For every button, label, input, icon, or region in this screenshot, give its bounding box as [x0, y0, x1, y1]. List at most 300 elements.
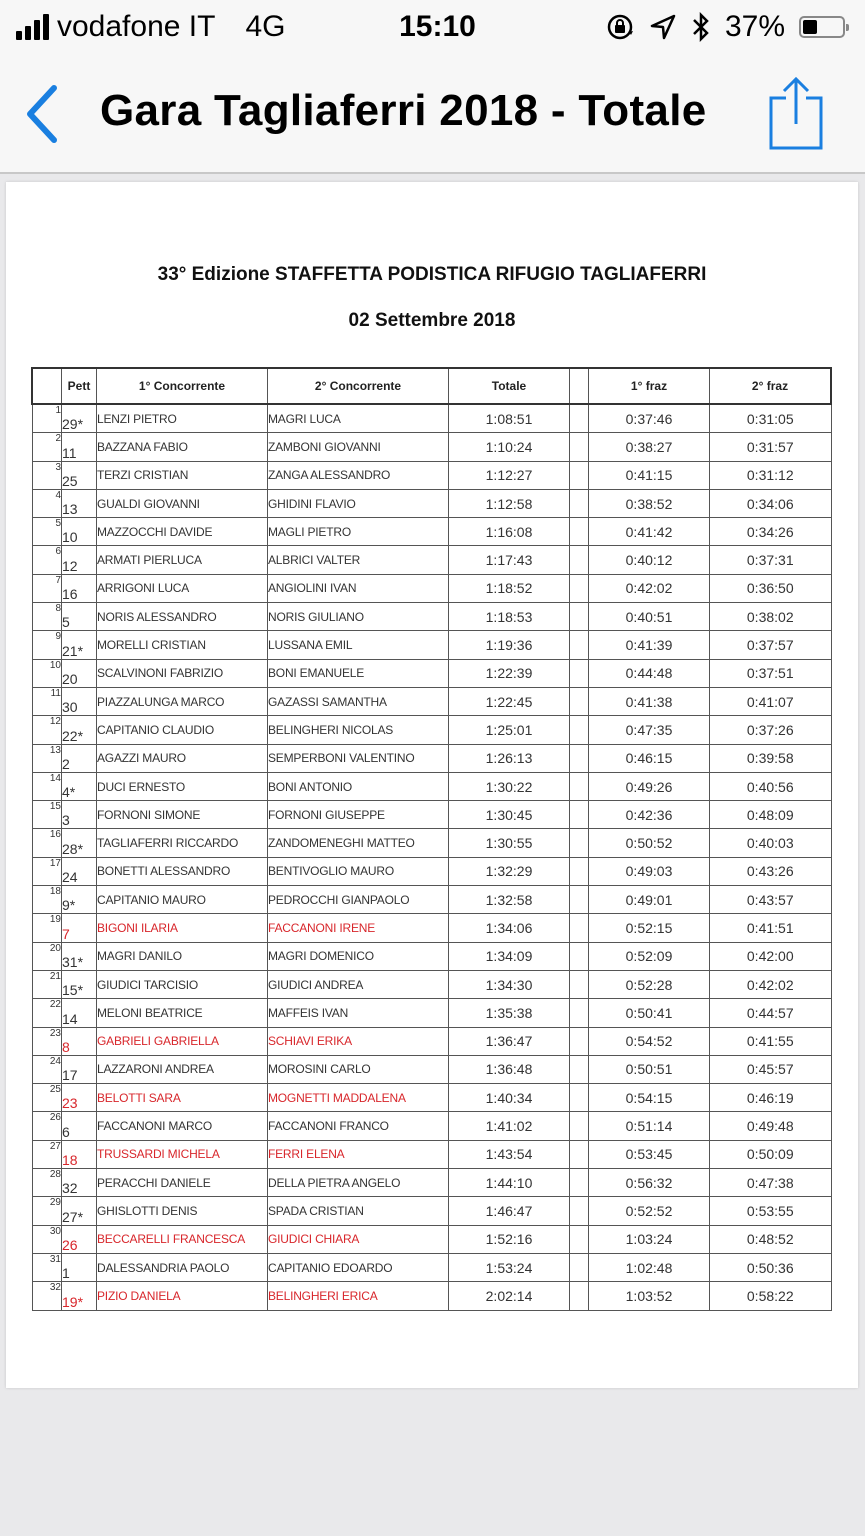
- competitor-1-cell: MAGRI DANILO: [97, 942, 268, 970]
- split-2-cell: 0:43:57: [710, 886, 832, 914]
- total-time-cell: 1:08:51: [449, 404, 570, 433]
- spacer-cell: [570, 1055, 589, 1083]
- bib-cell: 2: [62, 744, 97, 772]
- table-row: [32, 970, 831, 998]
- competitor-2-cell: BONI ANTONIO: [268, 772, 449, 800]
- competitor-1-cell: NORIS ALESSANDRO: [97, 603, 268, 631]
- table-row: [32, 546, 831, 574]
- battery-percent: 37%: [724, 10, 785, 43]
- spacer-cell: [570, 461, 589, 489]
- competitor-2-cell: SPADA CRISTIAN: [268, 1197, 449, 1225]
- split-2-cell: 0:50:36: [710, 1253, 832, 1281]
- total-time-cell: 1:44:10: [449, 1169, 570, 1197]
- total-time-cell: 1:30:22: [449, 772, 570, 800]
- total-time-cell: 1:46:47: [449, 1197, 570, 1225]
- carrier-label: vodafone IT: [57, 10, 216, 43]
- position-cell: 29: [32, 1197, 62, 1225]
- col-pett: Pett: [62, 368, 97, 404]
- spacer-cell: [570, 404, 589, 433]
- col-spacer: [570, 368, 589, 404]
- competitor-1-cell: TERZI CRISTIAN: [97, 461, 268, 489]
- table-row: [32, 687, 831, 715]
- spacer-cell: [570, 801, 589, 829]
- split-2-cell: 0:37:26: [710, 716, 832, 744]
- position-cell: 15: [32, 801, 62, 829]
- position-cell: 10: [32, 659, 62, 687]
- spacer-cell: [570, 631, 589, 659]
- competitor-1-cell: BIGONI ILARIA: [97, 914, 268, 942]
- split-1-cell: 0:38:52: [589, 489, 710, 517]
- table-row: [32, 1112, 831, 1140]
- bib-cell: 17: [62, 1055, 97, 1083]
- split-2-cell: 0:37:31: [710, 546, 832, 574]
- bib-cell: 4*: [62, 772, 97, 800]
- table-row: [32, 489, 831, 517]
- bib-cell: 1: [62, 1253, 97, 1281]
- split-1-cell: 0:49:26: [589, 772, 710, 800]
- total-time-cell: 1:10:24: [449, 433, 570, 461]
- split-2-cell: 0:41:07: [710, 687, 832, 715]
- competitor-2-cell: MOROSINI CARLO: [268, 1055, 449, 1083]
- bib-cell: 3: [62, 801, 97, 829]
- bib-cell: 18: [62, 1140, 97, 1168]
- total-time-cell: 1:41:02: [449, 1112, 570, 1140]
- total-time-cell: 1:35:38: [449, 999, 570, 1027]
- table-row: [32, 1140, 831, 1168]
- table-row: [32, 801, 831, 829]
- split-2-cell: 0:37:51: [710, 659, 832, 687]
- competitor-2-cell: CAPITANIO EDOARDO: [268, 1253, 449, 1281]
- total-time-cell: 1:22:45: [449, 687, 570, 715]
- table-row: [32, 603, 831, 631]
- competitor-2-cell: GIUDICI ANDREA: [268, 970, 449, 998]
- competitor-2-cell: GAZASSI SAMANTHA: [268, 687, 449, 715]
- split-1-cell: 0:49:03: [589, 857, 710, 885]
- competitor-2-cell: BONI EMANUELE: [268, 659, 449, 687]
- bib-cell: 23: [62, 1084, 97, 1112]
- total-time-cell: 1:18:53: [449, 603, 570, 631]
- split-1-cell: 0:52:52: [589, 1197, 710, 1225]
- competitor-1-cell: MELONI BEATRICE: [97, 999, 268, 1027]
- competitor-1-cell: SCALVINONI FABRIZIO: [97, 659, 268, 687]
- signal-icon: [16, 14, 49, 40]
- total-time-cell: 1:12:27: [449, 461, 570, 489]
- competitor-1-cell: ARMATI PIERLUCA: [97, 546, 268, 574]
- competitor-2-cell: ZAMBONI GIOVANNI: [268, 433, 449, 461]
- table-row: [32, 1055, 831, 1083]
- table-row: [32, 1197, 831, 1225]
- navigation-bar: [0, 58, 865, 174]
- spacer-cell: [570, 1282, 589, 1310]
- split-2-cell: 0:36:50: [710, 574, 832, 602]
- position-cell: 28: [32, 1169, 62, 1197]
- split-2-cell: 0:49:48: [710, 1112, 832, 1140]
- split-1-cell: 0:44:48: [589, 659, 710, 687]
- spacer-cell: [570, 1140, 589, 1168]
- split-1-cell: 1:02:48: [589, 1253, 710, 1281]
- network-label: 4G: [245, 10, 286, 43]
- bib-cell: 8: [62, 1027, 97, 1055]
- spacer-cell: [570, 603, 589, 631]
- competitor-2-cell: LUSSANA EMIL: [268, 631, 449, 659]
- spacer-cell: [570, 999, 589, 1027]
- competitor-2-cell: NORIS GIULIANO: [268, 603, 449, 631]
- split-1-cell: 0:38:27: [589, 433, 710, 461]
- total-time-cell: 1:36:48: [449, 1055, 570, 1083]
- spacer-cell: [570, 518, 589, 546]
- bib-cell: 14: [62, 999, 97, 1027]
- bib-cell: 26: [62, 1225, 97, 1253]
- split-1-cell: 0:40:51: [589, 603, 710, 631]
- pdf-page: [6, 182, 858, 1388]
- table-row: [32, 659, 831, 687]
- position-cell: 12: [32, 716, 62, 744]
- competitor-1-cell: BECCARELLI FRANCESCA: [97, 1225, 268, 1253]
- table-row: [32, 518, 831, 546]
- split-1-cell: 0:50:41: [589, 999, 710, 1027]
- total-time-cell: 1:25:01: [449, 716, 570, 744]
- battery-icon: [799, 16, 845, 38]
- position-cell: 19: [32, 914, 62, 942]
- competitor-2-cell: FORNONI GIUSEPPE: [268, 801, 449, 829]
- position-cell: 17: [32, 857, 62, 885]
- split-2-cell: 0:47:38: [710, 1169, 832, 1197]
- split-2-cell: 0:34:06: [710, 489, 832, 517]
- competitor-1-cell: LENZI PIETRO: [97, 404, 268, 433]
- table-row: [32, 716, 831, 744]
- share-button[interactable]: [769, 76, 823, 150]
- spacer-cell: [570, 574, 589, 602]
- competitor-1-cell: DALESSANDRIA PAOLO: [97, 1253, 268, 1281]
- competitor-2-cell: ALBRICI VALTER: [268, 546, 449, 574]
- bluetooth-icon: [691, 12, 711, 42]
- competitor-2-cell: BENTIVOGLIO MAURO: [268, 857, 449, 885]
- split-2-cell: 0:42:02: [710, 970, 832, 998]
- split-1-cell: 1:03:52: [589, 1282, 710, 1310]
- col-split-1: 1° fraz: [589, 368, 710, 404]
- table-row: [32, 1225, 831, 1253]
- spacer-cell: [570, 772, 589, 800]
- position-cell: 27: [32, 1140, 62, 1168]
- position-cell: 21: [32, 970, 62, 998]
- competitor-2-cell: FACCANONI IRENE: [268, 914, 449, 942]
- split-1-cell: 0:41:39: [589, 631, 710, 659]
- competitor-2-cell: ZANGA ALESSANDRO: [268, 461, 449, 489]
- split-1-cell: 0:51:14: [589, 1112, 710, 1140]
- split-2-cell: 0:44:57: [710, 999, 832, 1027]
- document-date: 02 Settembre 2018: [348, 310, 516, 331]
- competitor-1-cell: LAZZARONI ANDREA: [97, 1055, 268, 1083]
- bib-cell: 28*: [62, 829, 97, 857]
- split-2-cell: 0:41:51: [710, 914, 832, 942]
- position-cell: 9: [32, 631, 62, 659]
- position-cell: 11: [32, 687, 62, 715]
- competitor-1-cell: PERACCHI DANIELE: [97, 1169, 268, 1197]
- total-time-cell: 1:34:06: [449, 914, 570, 942]
- total-time-cell: 1:36:47: [449, 1027, 570, 1055]
- split-2-cell: 0:46:19: [710, 1084, 832, 1112]
- competitor-1-cell: MAZZOCCHI DAVIDE: [97, 518, 268, 546]
- split-2-cell: 0:42:00: [710, 942, 832, 970]
- competitor-2-cell: ZANDOMENEGHI MATTEO: [268, 829, 449, 857]
- total-time-cell: 1:43:54: [449, 1140, 570, 1168]
- table-row: [32, 886, 831, 914]
- bib-cell: 27*: [62, 1197, 97, 1225]
- competitor-2-cell: SCHIAVI ERIKA: [268, 1027, 449, 1055]
- bib-cell: 10: [62, 518, 97, 546]
- position-cell: 18: [32, 886, 62, 914]
- spacer-cell: [570, 914, 589, 942]
- position-cell: 25: [32, 1084, 62, 1112]
- competitor-1-cell: FACCANONI MARCO: [97, 1112, 268, 1140]
- total-time-cell: 1:22:39: [449, 659, 570, 687]
- bib-cell: 15*: [62, 970, 97, 998]
- competitor-2-cell: SEMPERBONI VALENTINO: [268, 744, 449, 772]
- competitor-1-cell: PIAZZALUNGA MARCO: [97, 687, 268, 715]
- spacer-cell: [570, 857, 589, 885]
- spacer-cell: [570, 886, 589, 914]
- spacer-cell: [570, 970, 589, 998]
- bib-cell: 30: [62, 687, 97, 715]
- table-row: [32, 942, 831, 970]
- document-title: 33° Edizione STAFFETTA PODISTICA RIFUGIO TAGLIAFERRI: [157, 264, 707, 285]
- position-cell: 5: [32, 518, 62, 546]
- table-row: [32, 857, 831, 885]
- total-time-cell: 1:16:08: [449, 518, 570, 546]
- competitor-2-cell: MOGNETTI MADDALENA: [268, 1084, 449, 1112]
- clock: 15:10: [399, 10, 476, 43]
- split-2-cell: 0:43:26: [710, 857, 832, 885]
- position-cell: 30: [32, 1225, 62, 1253]
- split-1-cell: 0:41:42: [589, 518, 710, 546]
- spacer-cell: [570, 489, 589, 517]
- position-cell: 3: [32, 461, 62, 489]
- split-2-cell: 0:38:02: [710, 603, 832, 631]
- table-header: [32, 368, 831, 404]
- split-1-cell: 0:42:36: [589, 801, 710, 829]
- split-1-cell: 0:50:51: [589, 1055, 710, 1083]
- split-2-cell: 0:31:57: [710, 433, 832, 461]
- spacer-cell: [570, 659, 589, 687]
- table-row: [32, 772, 831, 800]
- spacer-cell: [570, 942, 589, 970]
- competitor-1-cell: GABRIELI GABRIELLA: [97, 1027, 268, 1055]
- total-time-cell: 1:12:58: [449, 489, 570, 517]
- split-2-cell: 0:40:56: [710, 772, 832, 800]
- competitor-1-cell: DUCI ERNESTO: [97, 772, 268, 800]
- position-cell: 6: [32, 546, 62, 574]
- position-cell: 8: [32, 603, 62, 631]
- position-cell: 13: [32, 744, 62, 772]
- page-title: Gara Tagliaferri 2018 - Totale: [100, 86, 707, 135]
- col-competitor-2: 2° Concorrente: [268, 368, 449, 404]
- results-table: [31, 367, 832, 1311]
- chevron-left-icon: [20, 82, 64, 146]
- competitor-2-cell: BELINGHERI NICOLAS: [268, 716, 449, 744]
- competitor-1-cell: TRUSSARDI MICHELA: [97, 1140, 268, 1168]
- total-time-cell: 1:17:43: [449, 546, 570, 574]
- bib-cell: 5: [62, 603, 97, 631]
- col-split-2: 2° fraz: [710, 368, 832, 404]
- competitor-1-cell: TAGLIAFERRI RICCARDO: [97, 829, 268, 857]
- table-row: [32, 1169, 831, 1197]
- competitor-1-cell: MORELLI CRISTIAN: [97, 631, 268, 659]
- split-1-cell: 0:41:38: [589, 687, 710, 715]
- competitor-1-cell: CAPITANIO CLAUDIO: [97, 716, 268, 744]
- split-2-cell: 0:40:03: [710, 829, 832, 857]
- competitor-2-cell: MAFFEIS IVAN: [268, 999, 449, 1027]
- split-1-cell: 0:56:32: [589, 1169, 710, 1197]
- competitor-2-cell: FACCANONI FRANCO: [268, 1112, 449, 1140]
- total-time-cell: 1:40:34: [449, 1084, 570, 1112]
- split-2-cell: 0:58:22: [710, 1282, 832, 1310]
- total-time-cell: 1:32:58: [449, 886, 570, 914]
- competitor-2-cell: MAGRI DOMENICO: [268, 942, 449, 970]
- spacer-cell: [570, 1225, 589, 1253]
- position-cell: 22: [32, 999, 62, 1027]
- total-time-cell: 1:34:30: [449, 970, 570, 998]
- split-1-cell: 0:47:35: [589, 716, 710, 744]
- competitor-2-cell: PEDROCCHI GIANPAOLO: [268, 886, 449, 914]
- position-cell: 1: [32, 404, 62, 433]
- split-2-cell: 0:48:09: [710, 801, 832, 829]
- split-1-cell: 0:52:28: [589, 970, 710, 998]
- competitor-1-cell: BONETTI ALESSANDRO: [97, 857, 268, 885]
- competitor-1-cell: GIUDICI TARCISIO: [97, 970, 268, 998]
- bib-cell: 6: [62, 1112, 97, 1140]
- position-cell: 2: [32, 433, 62, 461]
- competitor-2-cell: DELLA PIETRA ANGELO: [268, 1169, 449, 1197]
- position-cell: 4: [32, 489, 62, 517]
- table-row: [32, 404, 831, 433]
- bib-cell: 9*: [62, 886, 97, 914]
- spacer-cell: [570, 1027, 589, 1055]
- spacer-cell: [570, 1197, 589, 1225]
- spacer-cell: [570, 829, 589, 857]
- table-row: [32, 744, 831, 772]
- col-total: Totale: [449, 368, 570, 404]
- split-2-cell: 0:48:52: [710, 1225, 832, 1253]
- rotation-lock-icon: [605, 12, 635, 42]
- split-1-cell: 0:52:09: [589, 942, 710, 970]
- position-cell: 20: [32, 942, 62, 970]
- status-bar: [0, 0, 865, 58]
- total-time-cell: 1:30:45: [449, 801, 570, 829]
- bib-cell: 25: [62, 461, 97, 489]
- table-row: [32, 1253, 831, 1281]
- competitor-1-cell: ARRIGONI LUCA: [97, 574, 268, 602]
- table-row: [32, 461, 831, 489]
- bib-cell: 32: [62, 1169, 97, 1197]
- split-2-cell: 0:37:57: [710, 631, 832, 659]
- table-row: [32, 1282, 831, 1310]
- spacer-cell: [570, 546, 589, 574]
- bib-cell: 12: [62, 546, 97, 574]
- position-cell: 16: [32, 829, 62, 857]
- total-time-cell: 2:02:14: [449, 1282, 570, 1310]
- split-2-cell: 0:39:58: [710, 744, 832, 772]
- split-1-cell: 0:41:15: [589, 461, 710, 489]
- back-button[interactable]: [20, 82, 64, 146]
- bib-cell: 31*: [62, 942, 97, 970]
- bib-cell: 19*: [62, 1282, 97, 1310]
- split-1-cell: 0:40:12: [589, 546, 710, 574]
- spacer-cell: [570, 1253, 589, 1281]
- split-1-cell: 0:46:15: [589, 744, 710, 772]
- table-row: [32, 829, 831, 857]
- competitor-2-cell: MAGLI PIETRO: [268, 518, 449, 546]
- split-2-cell: 0:45:57: [710, 1055, 832, 1083]
- share-icon: [769, 76, 823, 150]
- competitor-1-cell: PIZIO DANIELA: [97, 1282, 268, 1310]
- position-cell: 32: [32, 1282, 62, 1310]
- split-1-cell: 0:42:02: [589, 574, 710, 602]
- bib-cell: 11: [62, 433, 97, 461]
- competitor-2-cell: GIUDICI CHIARA: [268, 1225, 449, 1253]
- bib-cell: 20: [62, 659, 97, 687]
- spacer-cell: [570, 1169, 589, 1197]
- competitor-2-cell: BELINGHERI ERICA: [268, 1282, 449, 1310]
- bib-cell: 24: [62, 857, 97, 885]
- split-1-cell: 0:50:52: [589, 829, 710, 857]
- split-1-cell: 0:49:01: [589, 886, 710, 914]
- split-1-cell: 1:03:24: [589, 1225, 710, 1253]
- split-1-cell: 0:54:52: [589, 1027, 710, 1055]
- competitor-1-cell: BAZZANA FABIO: [97, 433, 268, 461]
- split-1-cell: 0:54:15: [589, 1084, 710, 1112]
- position-cell: 14: [32, 772, 62, 800]
- position-cell: 7: [32, 574, 62, 602]
- split-1-cell: 0:52:15: [589, 914, 710, 942]
- split-2-cell: 0:53:55: [710, 1197, 832, 1225]
- competitor-2-cell: FERRI ELENA: [268, 1140, 449, 1168]
- competitor-1-cell: GHISLOTTI DENIS: [97, 1197, 268, 1225]
- table-row: [32, 631, 831, 659]
- total-time-cell: 1:32:29: [449, 857, 570, 885]
- competitor-1-cell: CAPITANIO MAURO: [97, 886, 268, 914]
- split-2-cell: 0:41:55: [710, 1027, 832, 1055]
- spacer-cell: [570, 1084, 589, 1112]
- competitor-1-cell: FORNONI SIMONE: [97, 801, 268, 829]
- total-time-cell: 1:52:16: [449, 1225, 570, 1253]
- competitor-1-cell: GUALDI GIOVANNI: [97, 489, 268, 517]
- total-time-cell: 1:18:52: [449, 574, 570, 602]
- split-2-cell: 0:31:12: [710, 461, 832, 489]
- bib-cell: 16: [62, 574, 97, 602]
- total-time-cell: 1:19:36: [449, 631, 570, 659]
- col-competitor-1: 1° Concorrente: [97, 368, 268, 404]
- bib-cell: 22*: [62, 716, 97, 744]
- location-icon: [649, 13, 677, 41]
- table-row: [32, 914, 831, 942]
- table-row: [32, 1027, 831, 1055]
- spacer-cell: [570, 687, 589, 715]
- position-cell: 23: [32, 1027, 62, 1055]
- spacer-cell: [570, 433, 589, 461]
- position-cell: 26: [32, 1112, 62, 1140]
- split-2-cell: 0:50:09: [710, 1140, 832, 1168]
- bib-cell: 7: [62, 914, 97, 942]
- competitor-1-cell: BELOTTI SARA: [97, 1084, 268, 1112]
- competitor-2-cell: ANGIOLINI IVAN: [268, 574, 449, 602]
- position-cell: 31: [32, 1253, 62, 1281]
- split-2-cell: 0:31:05: [710, 404, 832, 433]
- total-time-cell: 1:30:55: [449, 829, 570, 857]
- bib-cell: 21*: [62, 631, 97, 659]
- col-position: [32, 368, 62, 404]
- competitor-1-cell: AGAZZI MAURO: [97, 744, 268, 772]
- split-1-cell: 0:37:46: [589, 404, 710, 433]
